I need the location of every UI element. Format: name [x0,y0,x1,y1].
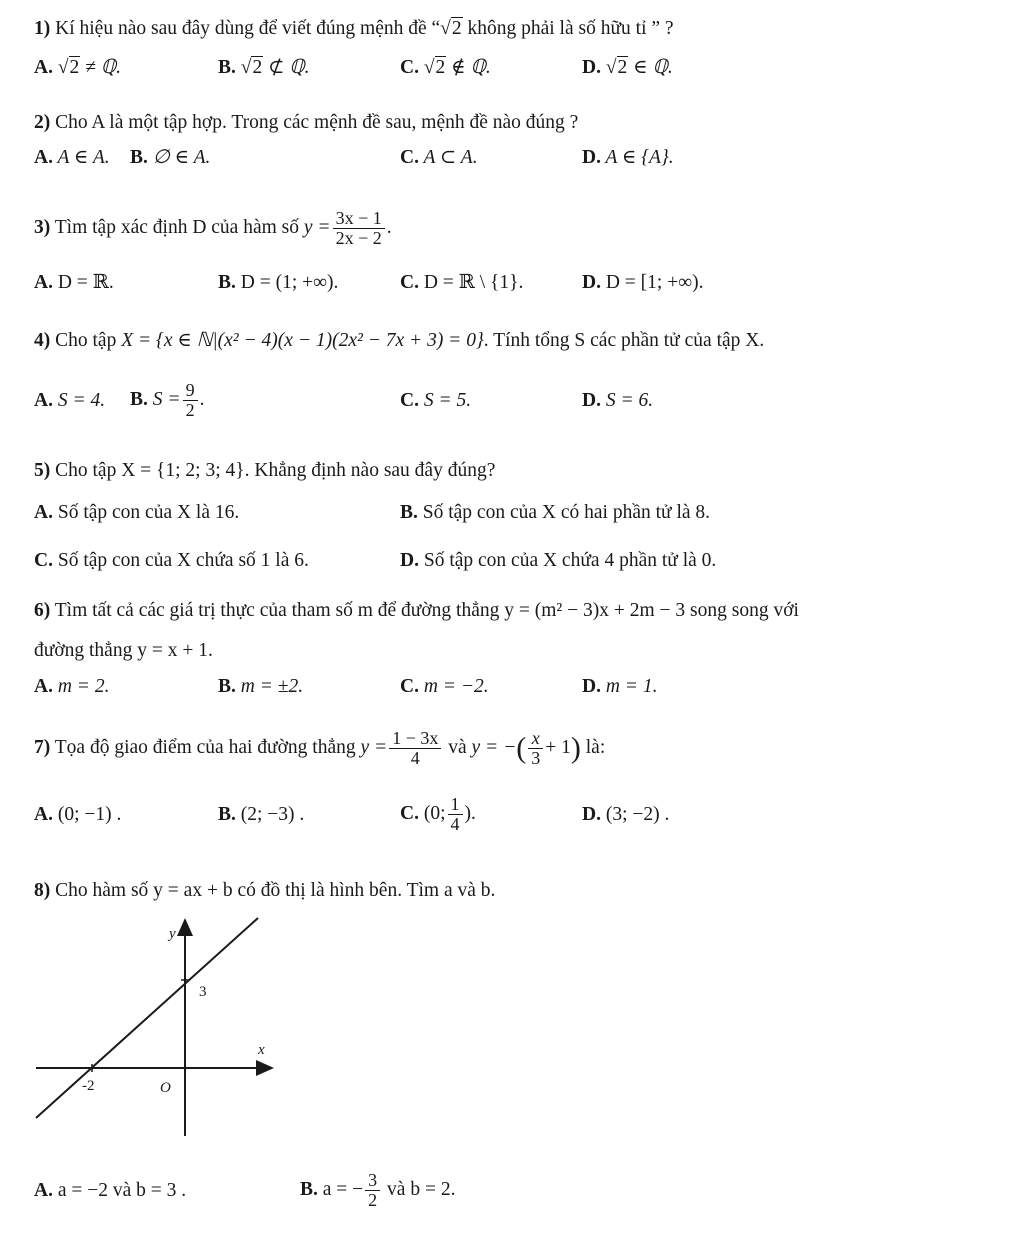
function-graph [32,912,292,1142]
question-text: Kí hiệu nào sau đây dùng để viết đúng mệnh đề “ [50,18,441,39]
q7-option-c[interactable]: C. (0; $\frac{1}{4}$ ). [400,794,476,835]
y-intercept-label: 3 [199,984,207,1000]
question-number: 6) [34,600,51,621]
question-number: 4) [34,330,51,351]
question-1 [34,16,674,42]
q7-option-d[interactable]: D. (3; −2) . [582,804,670,825]
q5-option-b[interactable]: B. Số tập con của X có hai phần tử là 8. [400,502,711,523]
q6-option-c[interactable]: C. m = −2. [400,676,489,697]
x-axis-label: x [258,1042,265,1058]
q1-option-d[interactable]: D. √2 ∈ ℚ. [582,57,673,78]
q3-option-d[interactable]: D. D = [1; +∞). [582,272,704,293]
origin-label: O [160,1080,171,1096]
question-text: Cho tập X = {1; 2; 3; 4}. Khẳng định nào sau đây đúng? [50,460,496,481]
question-text: Tìm tập xác định D của hàm số [50,217,304,238]
function-fraction: $\frac{3x - 1}{2x - 2}$ [333,209,385,248]
q4-option-a[interactable]: A. S = 4. [34,390,106,411]
question-number: 7) [34,737,51,758]
question-6 [34,598,799,624]
graph-line [36,918,258,1118]
q5-option-a[interactable]: A. Số tập con của X là 16. [34,502,240,523]
question-text-end: . Tính tổng S các phần tử của tập X. [483,330,765,351]
q4-option-c[interactable]: C. S = 5. [400,390,472,411]
q3-option-a[interactable]: A. D = ℝ. [34,272,114,293]
x-intercept-label: -2 [82,1078,95,1094]
q5-option-d[interactable]: D. Số tập con của X chứa 4 phần tử là 0. [400,550,717,571]
q8-option-a[interactable]: A. a = −2 và b = 3 . [34,1180,187,1201]
question-4 [34,328,764,354]
question-number: 1) [34,18,51,39]
question-8 [34,878,495,904]
question-3: 3) Tìm tập xác định D của hàm số y = $\frac{3x - 1}{2x - 2}$ . [34,208,392,249]
function-lhs: y = [303,217,331,238]
question-2 [34,110,578,136]
q4-option-d[interactable]: D. S = 6. [582,390,654,411]
question-7: 7) Tọa độ giao điểm của hai đường thẳng y = $\frac{1 - 3x}{4}$ và y = −( $\frac{x}{3}$ + 1) là: [34,728,606,769]
question-text: Cho A là một tập hợp. Trong các mệnh đề sau, mệnh đề nào đúng ? [50,112,579,133]
question-number: 2) [34,112,51,133]
set-expression: X = {x ∈ ℕ|(x² − 4)(x − 1)(2x² − 7x + 3) = 0} [121,330,484,351]
q1-option-c[interactable]: C. √2 ∉ ℚ. [400,57,491,78]
q7-option-a[interactable]: A. (0; −1) . [34,804,122,825]
q1-option-a[interactable]: A. √2 ≠ ℚ. [34,57,121,78]
q6-option-b[interactable]: B. m = ±2. [218,676,304,697]
question-text-end: không phải là số hữu tỉ ” ? [462,18,674,39]
q7-option-b[interactable]: B. (2; −3) . [218,804,305,825]
q3-option-b[interactable]: B. D = (1; +∞). [218,272,339,293]
question-text: Tọa độ giao điểm của hai đường thẳng [50,737,361,758]
q2-option-c[interactable]: C. A ⊂ A. [400,147,478,168]
q1-option-b[interactable]: B. √2 ⊄ ℚ. [218,57,310,78]
q5-option-c[interactable]: C. Số tập con của X chứa số 1 là 6. [34,550,309,571]
q3-option-c[interactable]: C. D = ℝ \ {1}. [400,272,524,293]
question-6-cont: đường thẳng y = x + 1. [34,640,213,661]
q4-option-b[interactable]: B. S = $\frac{9}{2}$ . [130,380,205,421]
question-text: Cho hàm số y = ax + b có đồ thị là hình bên. Tìm a và b. [50,880,496,901]
q8-option-b[interactable]: B. a = − $\frac{3}{2}$ và b = 2. [300,1170,456,1211]
question-text: Cho tập [50,330,122,351]
sqrt-expression: √2 [440,18,462,39]
question-5 [34,458,495,484]
question-number: 5) [34,460,51,481]
q6-option-a[interactable]: A. m = 2. [34,676,110,697]
y-axis-label: y [169,926,176,942]
fraction-2: $\frac{x}{3}$ [528,729,543,768]
q6-option-d[interactable]: D. m = 1. [582,676,658,697]
question-number: 8) [34,880,51,901]
q2-option-b[interactable]: B. ∅ ∈ A. [130,147,211,168]
q2-option-d[interactable]: D. A ∈ {A}. [582,147,674,168]
question-number: 3) [34,217,51,238]
fraction-1: $\frac{1 - 3x}{4}$ [389,729,441,768]
q2-option-a[interactable]: A. A ∈ A. [34,147,110,168]
question-text: Tìm tất cả các giá trị thực của tham số m để đường thẳng y = (m² − 3)x + 2m − 3 song song với [50,600,799,621]
